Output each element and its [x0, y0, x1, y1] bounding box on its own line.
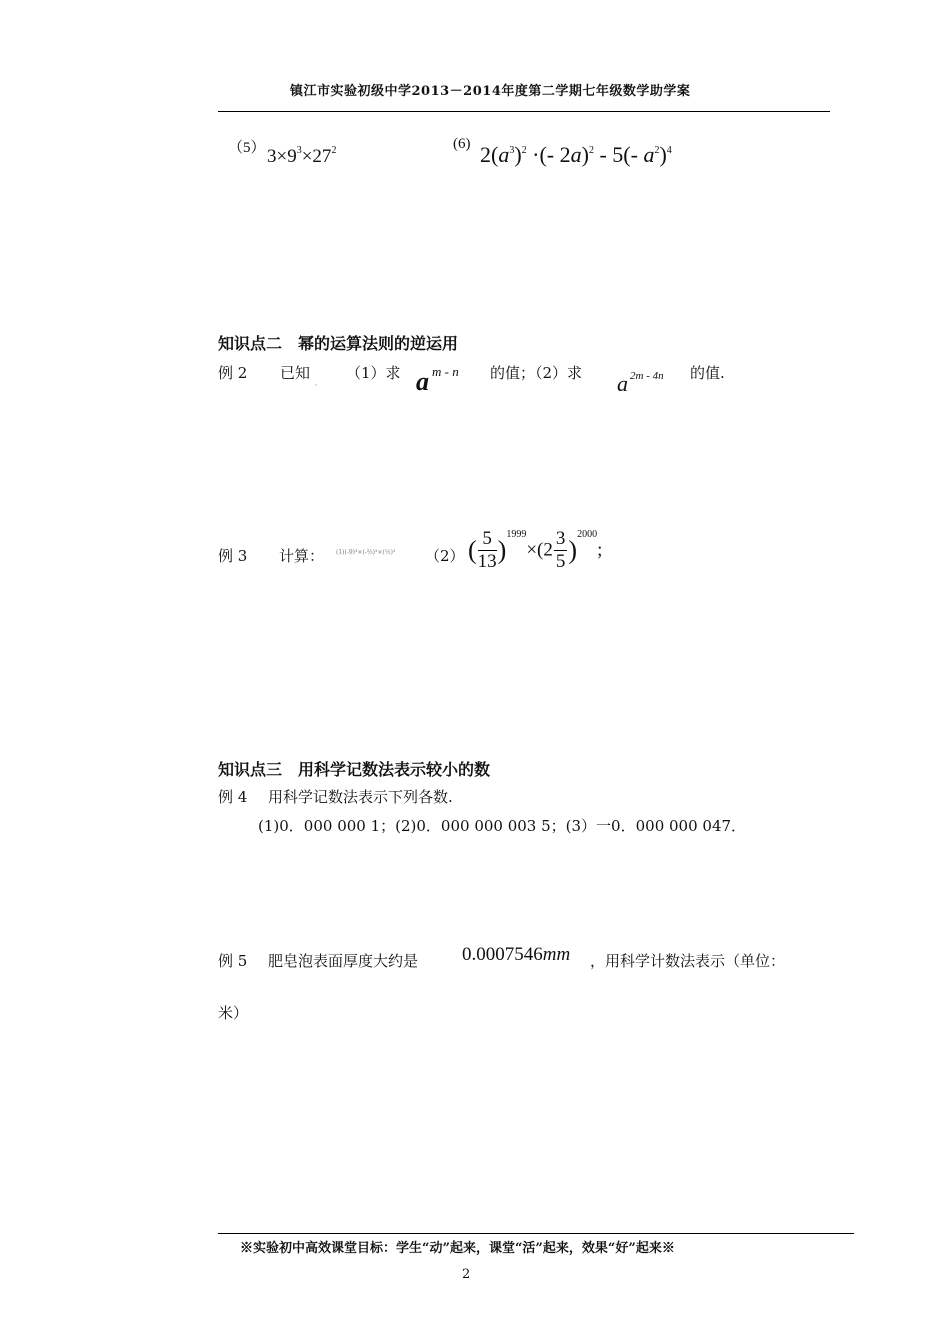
example-3-expression: ( $\frac{5}{13}$ )$^{1999}$×(2 $\frac{3}{5}$ )$^{2000}$; [468, 528, 603, 572]
fraction-5-13: $\frac{5}{13}$ [477, 528, 497, 572]
example-5-text-1: 肥皂泡表面厚度大约是 [268, 952, 419, 970]
example-4-text: 用科学记数法表示下列各数. [268, 788, 453, 806]
example-3-part-2-label: （2） [425, 547, 465, 565]
example-3-part-1-expression: (1)(-9)³×(-⅔)³×(⅓)³ [336, 549, 396, 556]
example-2-given-expression: ， [315, 380, 322, 387]
problem-6-expression: $2(a^3)^2$ ·(- 2a)$^2$ - 5(- $a^2)^4$ [480, 142, 672, 167]
example-4-label: 例 4 [218, 788, 248, 806]
example-5-text-3: 米） [218, 1004, 249, 1022]
example-5-text-2: ，用科学计数法表示（单位： [590, 952, 786, 970]
example-2-label: 例 2 [218, 364, 248, 382]
example-3-label: 例 3 [218, 547, 248, 565]
example-2-middle-text: 的值；（2）求 [490, 364, 583, 382]
example-2-end-text: 的值. [690, 364, 725, 382]
page-header: 镇江市实验初级中学2013－2014年度第二学期七年级数学助学案 [290, 84, 691, 99]
problem-6-label: (6) [453, 136, 471, 152]
example-5-value: 0.0007546mm [462, 944, 571, 965]
example-2-expression-1: a $^{m - n}$ [416, 364, 459, 396]
problem-5-label: （5） [228, 140, 266, 156]
footer-rule [218, 1233, 854, 1234]
example-3-text: 计算： [279, 547, 325, 565]
example-2-expression-2: a $^{2m - 4n}$ [617, 370, 664, 396]
example-5-label: 例 5 [218, 952, 248, 970]
section-3-heading: 知识点三 用科学记数法表示较小的数 [218, 760, 491, 779]
page-number: 2 [462, 1267, 471, 1282]
fraction-3-5: $\frac{3}{5}$ [555, 528, 566, 572]
header-rule [218, 111, 830, 112]
problem-5-expression: $3\times 9^3\times 27^2$ [267, 145, 337, 167]
example-2-part-1: （1）求 [346, 364, 401, 382]
example-4-items: (1)0．000 000 1；(2)0．000 000 003 5；(3）一0．000 000 047． [258, 817, 747, 835]
footer-motto: ※实验初中高效课堂目标：学生“动”起来，课堂“活”起来，效果“好”起来※ [240, 1241, 675, 1256]
example-2-known: 已知 [280, 364, 311, 382]
section-2-heading: 知识点二 幂的运算法则的逆运用 [218, 334, 459, 353]
